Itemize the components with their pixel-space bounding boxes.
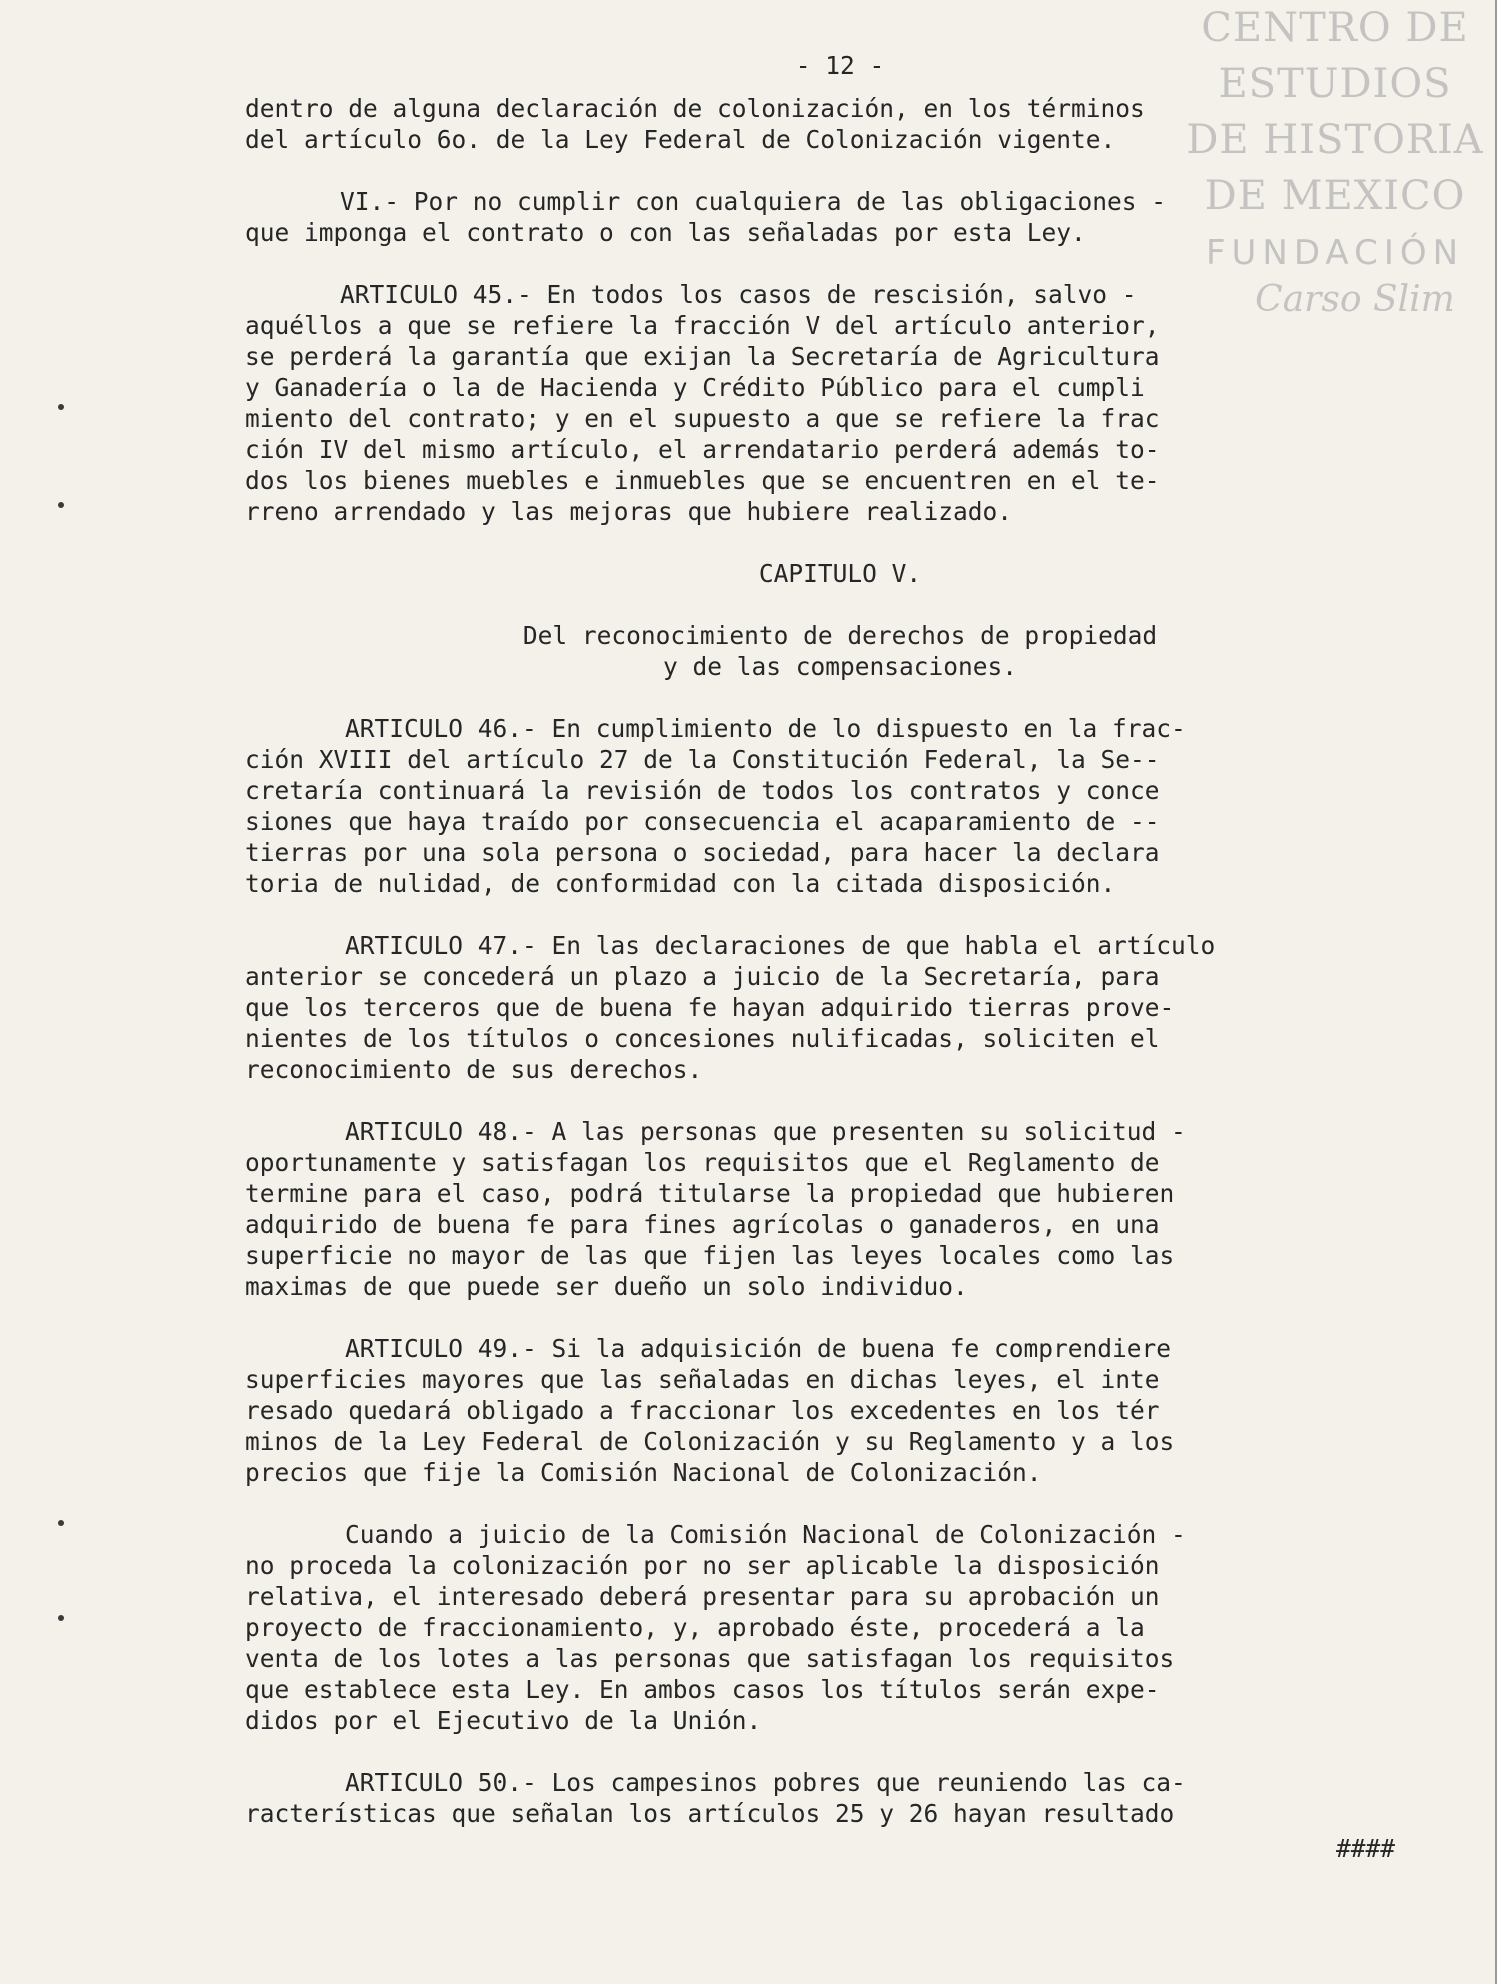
paragraph: VI.- Por no cumplir con cualquiera de las obligaciones - que imponga el contrato o con las señaladas por esta Ley.	[245, 187, 1167, 247]
watermark-line: DE MEXICO	[1204, 173, 1466, 219]
continuation-mark: ####	[1335, 1834, 1395, 1863]
chapter-subtitle: Del reconocimiento de derechos de propiedad y de las compensaciones.	[522, 621, 1158, 681]
margin-dot	[58, 1615, 64, 1621]
article-paragraph: ARTICULO 46.- En cumplimiento de lo dispuesto en la frac- ción XVIII del artículo 27 de la Constitución Federal, la Se-- cretaría continuará la revisión de todos los contratos y conce siones que haya traído por consecuencia el acaparamiento de -- tierras por una sola persona o sociedad, para hacer la declara toria de nulidad, de conformidad con la citada disposición.	[245, 714, 1186, 898]
article-paragraph: ARTICULO 47.- En las declaraciones de que habla el artículo anterior se concederá un plazo a juicio de la Secretaría, para que los terceros que de buena fe hayan adquirido tierras prove- nientes de los títulos o concesiones nulificadas, soliciten el reconocimiento de sus derechos.	[245, 931, 1216, 1084]
watermark-line: ESTUDIOS	[1218, 61, 1452, 107]
margin-dot	[58, 1520, 64, 1526]
watermark-line: CENTRO DE	[1201, 5, 1469, 51]
article-paragraph: Cuando a juicio de la Comisión Nacional de Colonización - no proceda la colonización por no ser aplicable la disposición relativa, el interesado deberá presentar para su aprobación un proyecto de fraccionamiento, y, aprobado éste, procederá a la venta de los lotes a las personas que satisfagan los requisitos que establece esta Ley. En ambos casos los títulos serán expe- didos por el Ejecutivo de la Unión.	[245, 1520, 1186, 1735]
margin-dot	[58, 502, 64, 508]
chapter-title: CAPITULO V.	[758, 559, 922, 588]
article-paragraph: ARTICULO 49.- Si la adquisición de buena fe comprendiere superficies mayores que las señaladas en dichas leyes, el inte resado quedará obligado a fraccionar los excedentes en los tér minos de la Ley Federal de Colonización y su Reglamento y a los precios que fije la Comisión Nacional de Colonización.	[245, 1334, 1175, 1487]
paragraph: dentro de alguna declaración de colonización, en los términos del artículo 6o. de la Ley Federal de Colonización vigente.	[245, 94, 1145, 154]
watermark-line: DE HISTORIA	[1186, 117, 1484, 163]
article-paragraph: ARTICULO 48.- A las personas que presenten su solicitud - oportunamente y satisfagan los requisitos que el Reglamento de termine para el caso, podrá titularse la propiedad que hubieren adquirido de buena fe para fines agrícolas o ganaderos, en una superficie no mayor de las que fijen las leyes locales como las maximas de que puede ser dueño un solo individuo.	[245, 1117, 1186, 1301]
paragraph: ARTICULO 45.- En todos los casos de rescisión, salvo - aquéllos a que se refiere la fracción V del artículo anterior, se perderá la garantía que exijan la Secretaría de Agricultura y Ganadería o la de Hacienda y Crédito Público para el cumpli miento del contrato; y en el supuesto a que se refiere la frac ción IV del mismo artículo, el arrendatario perderá además to- dos los bienes muebles e inmuebles que se encuentren en el te- rreno arrendado y las mejoras que hubiere realizado.	[245, 280, 1160, 526]
watermark-fundacion: FUNDACIÓN	[1205, 233, 1465, 273]
article-paragraph: ARTICULO 50.- Los campesinos pobres que reuniendo las ca- racterísticas que señalan los artículos 25 y 26 hayan resultado	[245, 1768, 1186, 1828]
document-body	[245, 50, 1435, 1864]
watermark-signature: Carso Slim	[1255, 279, 1455, 320]
page-number: - 12 -	[795, 51, 885, 80]
margin-dot	[58, 404, 64, 410]
